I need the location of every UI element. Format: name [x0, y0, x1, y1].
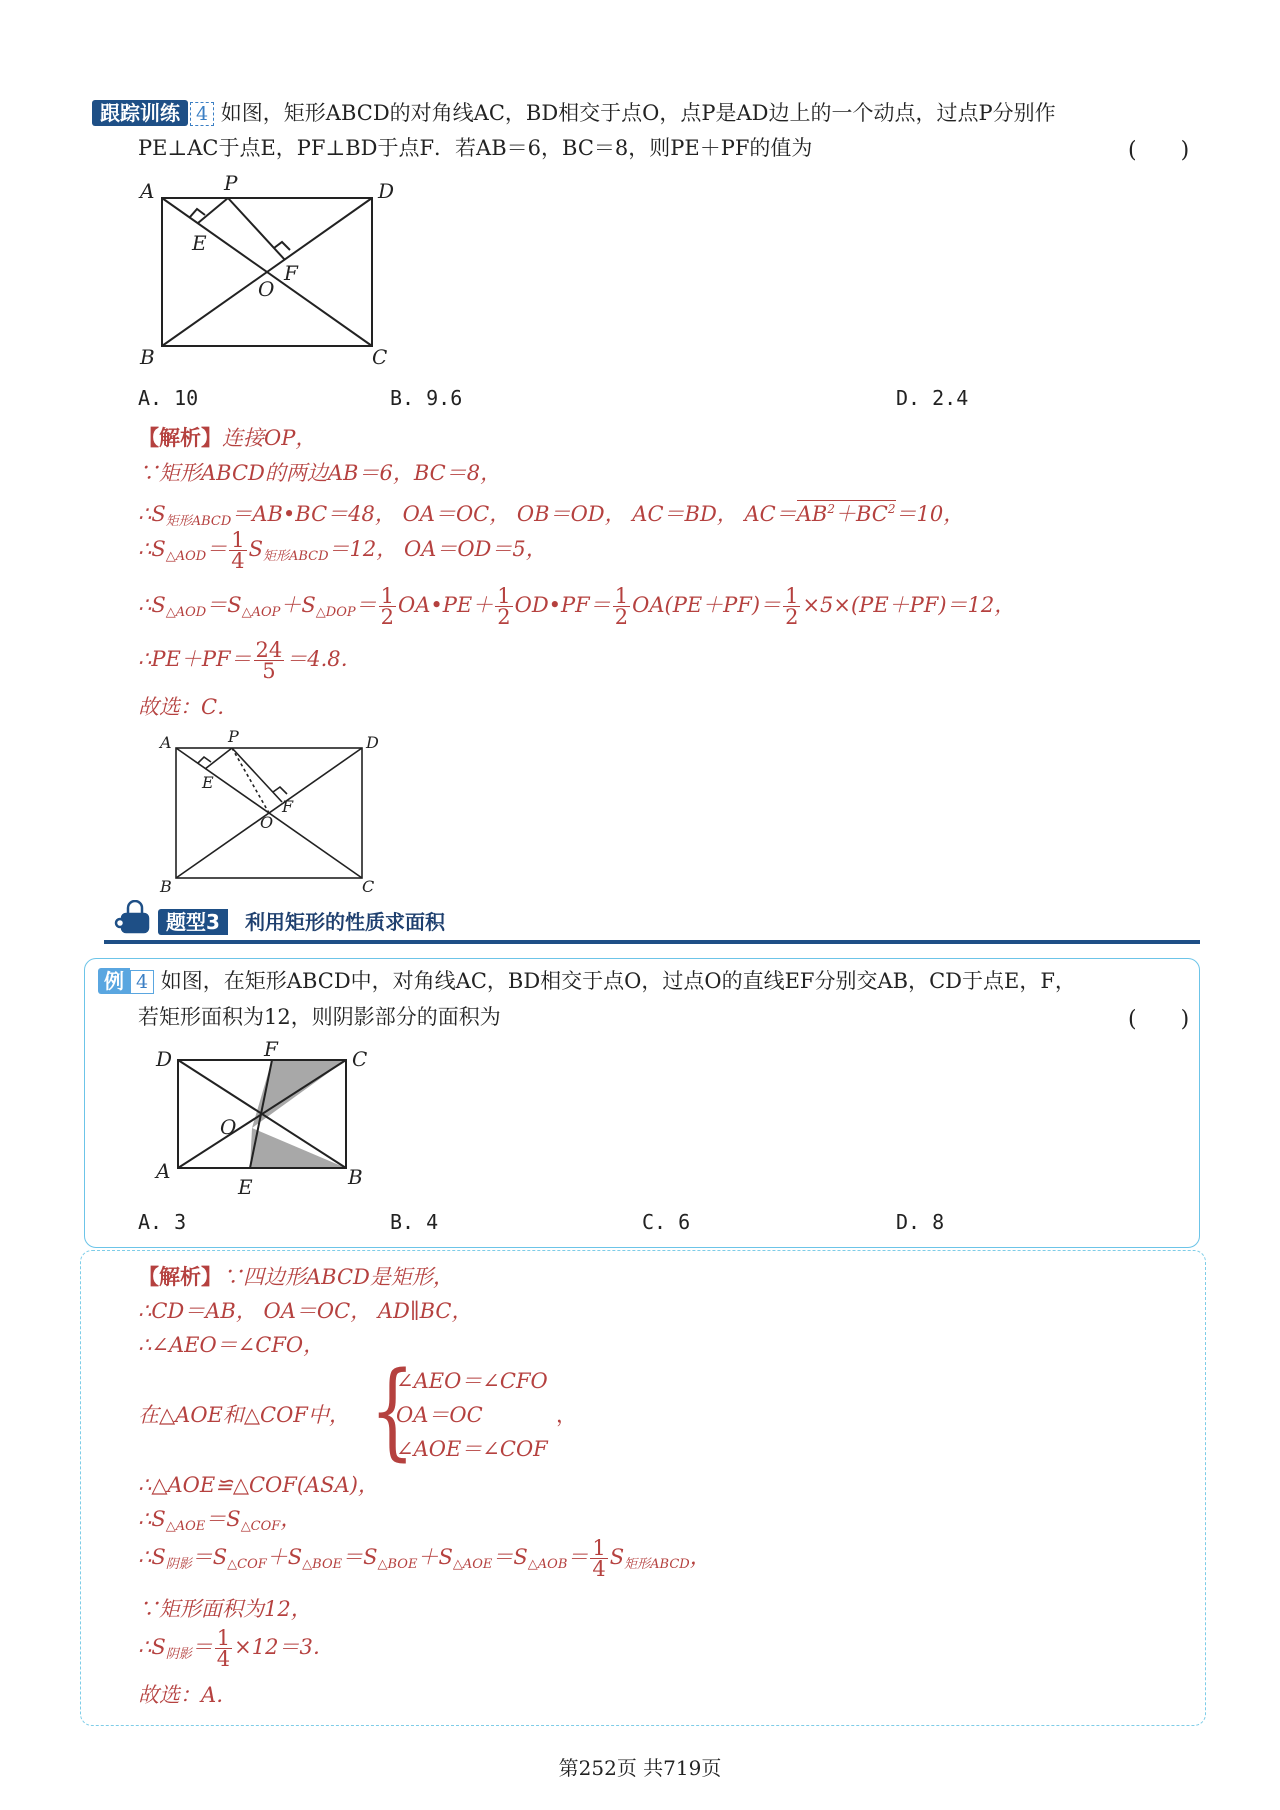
analysis1-line7: 故选：C．	[138, 695, 239, 719]
example-option-a: A. 3	[138, 1210, 187, 1234]
label3-o: O	[220, 1115, 237, 1139]
training-answer-paren: ( )	[1128, 138, 1190, 163]
training-tag: 跟踪训练	[92, 100, 188, 126]
label-p: P	[224, 171, 238, 195]
analysis2-line4: 在△AOE和△COF中，	[138, 1403, 350, 1427]
a2-l6c: ，	[280, 1507, 302, 1531]
f2n: 1	[497, 584, 511, 608]
analysis2-line8: ∵矩形面积为12，	[138, 1597, 312, 1621]
sqrt-expression	[797, 500, 896, 526]
fraction-quarter-3	[215, 1628, 232, 1669]
example-answer-paren: ( )	[1128, 1007, 1190, 1032]
training-option-a: A. 10	[138, 386, 199, 410]
a1-l5s3: △DOP	[315, 605, 356, 620]
label3-b: B	[348, 1165, 363, 1189]
label-e: E	[192, 231, 207, 255]
a1-l3sub: 矩形ABCD	[165, 514, 232, 529]
label2-f: F	[282, 797, 294, 816]
a1-l5b: ＝S	[206, 593, 242, 617]
label2-e: E	[202, 773, 214, 792]
a2-l7s4: △BOE	[377, 1557, 418, 1572]
fraction-half-2	[495, 586, 512, 627]
frac-den: 4	[231, 549, 245, 573]
f2d: 2	[497, 605, 511, 629]
label2-c: C	[362, 877, 375, 896]
analysis2-head: 【解析】	[138, 1264, 222, 1289]
section-title: 利用矩形的性质求面积	[245, 910, 446, 934]
a1-l5s1: △AOD	[165, 605, 207, 620]
fq3n: 1	[216, 1626, 231, 1650]
example-figure	[148, 1040, 398, 1200]
lock-icon	[114, 900, 154, 934]
analysis1-line4	[138, 530, 547, 578]
a1-l3b: ＝AB•BC＝48， OA＝OC， OB＝OD， AC＝BD， AC＝	[231, 502, 797, 526]
training-question-line2: PE⊥AC于点E，PF⊥BD于点F．若AB＝6，BC＝8，则PE＋PF的值为	[138, 136, 813, 160]
example-tag: 例	[98, 968, 130, 994]
a2-l6b: ＝S	[205, 1507, 241, 1531]
fq2n: 1	[592, 1536, 606, 1560]
brace-symbol: {	[370, 1349, 415, 1472]
page-footer: 第252页 共719页	[558, 1756, 722, 1780]
f1d: 2	[380, 605, 394, 629]
a1-l5c: ＋S	[280, 593, 316, 617]
a1-l4d: ＝12， OA＝OD＝5，	[328, 537, 547, 561]
condition-2: OA＝OC	[396, 1403, 483, 1427]
f3d: 2	[614, 605, 629, 629]
section-header	[158, 906, 445, 935]
training-header	[92, 98, 1056, 129]
training-option-b: B. 9.6	[390, 386, 463, 410]
label2-p: P	[228, 727, 239, 746]
a1-l3e: ＝10，	[895, 502, 965, 526]
example-option-b: B. 4	[390, 1210, 439, 1234]
a2-l1: ∵四边形ABCD是矩形，	[222, 1265, 454, 1289]
analysis2-line7	[138, 1538, 711, 1586]
a2-l7s5: △AOE	[452, 1557, 493, 1572]
training-figure	[130, 168, 410, 368]
analysis2-line2: ∴CD＝AB， OA＝OC， AD∥BC，	[138, 1299, 473, 1323]
section-tag: 题型3	[158, 909, 228, 935]
right-angle-e-2	[198, 757, 211, 763]
analysis2-line10: 故选：A．	[138, 1683, 238, 1707]
a2-l7f: ＝S	[492, 1545, 528, 1569]
label3-f: F	[264, 1040, 278, 1061]
f4d: 2	[785, 605, 799, 629]
fraction-quarter	[229, 530, 246, 571]
condition-3: ∠AOE＝∠COF	[396, 1437, 548, 1461]
a2-l7s1: 阴影	[165, 1557, 192, 1572]
segment-pf-2	[232, 748, 282, 802]
label-a: A	[140, 179, 155, 203]
fraction-quarter-2	[590, 1538, 607, 1579]
a1-l4c: S	[248, 537, 263, 561]
label-o: O	[258, 277, 275, 301]
training-question-line1: 如图，矩形ABCD的对角线AC，BD相交于点O，点P是AD边上的一个动点，过点P分别作	[220, 101, 1056, 125]
a1-l6b: ＝4.8．	[286, 647, 362, 671]
example-question-line1: 如图，在矩形ABCD中，对角线AC，BD相交于点O，过点O的直线EF分别交AB，CD于点E，F，	[160, 969, 1076, 993]
analysis1-line1	[138, 423, 316, 453]
a2-l9a: ∴S	[138, 1635, 166, 1659]
example-num: 4	[130, 970, 154, 994]
right-angle-f-2	[273, 787, 287, 794]
a1-l3c: AB	[796, 502, 828, 526]
label3-c: C	[352, 1047, 368, 1071]
a2-l7e: ＋S	[417, 1545, 453, 1569]
segment-op-dashed	[232, 748, 269, 813]
a1-sq1: 2	[827, 502, 835, 516]
analysis1-l1: 连接OP，	[222, 426, 317, 450]
shaded-triangle-boe	[250, 1128, 346, 1168]
label-b: B	[140, 345, 155, 368]
example-option-d: D. 8	[896, 1210, 945, 1234]
analysis2-line1	[138, 1262, 454, 1292]
a2-l9s: 阴影	[165, 1647, 192, 1662]
label3-d: D	[156, 1047, 173, 1071]
a2-l7h: S	[609, 1545, 625, 1569]
label2-b: B	[160, 877, 172, 896]
f1n: 1	[380, 584, 394, 608]
fq2d: 4	[592, 1557, 606, 1581]
label2-o: O	[260, 813, 274, 832]
a1-l6a: ∴PE＋PF＝	[138, 647, 252, 671]
a1-l3d: ＋BC	[834, 502, 888, 526]
f24d: 5	[262, 659, 276, 683]
a1-l4b: ＝	[206, 537, 228, 561]
analysis1-line6	[138, 640, 362, 688]
right-angle-e	[190, 209, 205, 217]
condition-1: ∠AEO＝∠CFO	[396, 1369, 548, 1393]
a1-l5a: ∴S	[138, 593, 166, 617]
label-f: F	[284, 261, 298, 285]
a2-l6s2: △COF	[240, 1519, 281, 1534]
a2-l6s1: △AOE	[165, 1519, 206, 1534]
a1-sq2: 2	[887, 502, 896, 516]
a2-l7a: ∴S	[138, 1545, 166, 1569]
analysis2-line3: ∴∠AEO＝∠CFO，	[138, 1333, 325, 1357]
f4n: 1	[785, 584, 799, 608]
a1-l5h: ×5×(PE＋PF)＝12，	[802, 593, 1016, 617]
label3-e: E	[238, 1175, 253, 1199]
label2-d: D	[366, 733, 379, 752]
analysis2-line6	[138, 1504, 301, 1542]
analysis1-line2: ∵矩形ABCD的两边AB＝6，BC＝8，	[138, 461, 502, 485]
fraction-half-1	[379, 586, 396, 627]
fraction-half-4	[783, 586, 800, 627]
a2-l7s2: △COF	[227, 1557, 267, 1572]
a1-l3a: ∴S	[138, 502, 166, 526]
a1-l4sub1: △AOD	[165, 549, 207, 564]
label2-a: A	[160, 733, 172, 752]
a2-l7b: ＝S	[191, 1545, 228, 1569]
segment-pe-2	[205, 748, 232, 769]
example-header	[98, 966, 1076, 997]
a2-l7d: ＝S	[342, 1545, 378, 1569]
a2-l9b: ＝	[191, 1635, 213, 1659]
a1-l5g: OA(PE＋PF)＝	[632, 593, 782, 617]
section-divider	[104, 940, 1200, 944]
analysis1-line5	[138, 586, 1015, 634]
a1-l5s2: △AOP	[241, 605, 281, 620]
a2-l7s3: △BOE	[302, 1557, 343, 1572]
fq3d: 4	[216, 1647, 231, 1671]
fraction-half-3	[613, 586, 630, 627]
label-d: D	[378, 179, 395, 203]
training-option-d: D. 2.4	[896, 386, 969, 410]
training-num: 4	[190, 102, 214, 126]
analysis1-head: 【解析】	[138, 425, 222, 450]
a1-l5e: OA•PE＋	[398, 593, 494, 617]
a1-l5d: ＝	[355, 593, 377, 617]
a1-l4sub2: 矩形ABCD	[262, 549, 329, 564]
analysis2-line5: ∴△AOE≌△COF(ASA)，	[138, 1473, 379, 1497]
f3n: 1	[614, 584, 629, 608]
segment-pe	[198, 198, 228, 223]
right-angle-f	[274, 242, 290, 250]
label-c: C	[372, 345, 388, 368]
f24n: 24	[255, 638, 283, 662]
example-question-line2: 若矩形面积为12，则阴影部分的面积为	[138, 1005, 501, 1029]
example-option-c: C. 6	[642, 1210, 691, 1234]
a2-l7i: ，	[689, 1545, 711, 1569]
fraction-24-5	[254, 640, 285, 681]
a1-l4a: ∴S	[138, 537, 166, 561]
a2-l9c: ×12＝3．	[234, 1635, 334, 1659]
a2-l6a: ∴S	[138, 1507, 166, 1531]
analysis2-line9	[138, 1628, 334, 1676]
a2-l7g: ＝	[567, 1545, 589, 1569]
frac-num: 1	[231, 528, 245, 552]
analysis1-figure	[150, 726, 390, 896]
a2-l7s7: 矩形ABCD	[624, 1557, 690, 1572]
a1-l5f: OD•PF＝	[514, 593, 611, 617]
label3-a: A	[156, 1159, 171, 1183]
condition-comma: ，	[556, 1403, 577, 1427]
a2-l7s6: △AOB	[527, 1557, 568, 1572]
a2-l7c: ＋S	[266, 1545, 303, 1569]
